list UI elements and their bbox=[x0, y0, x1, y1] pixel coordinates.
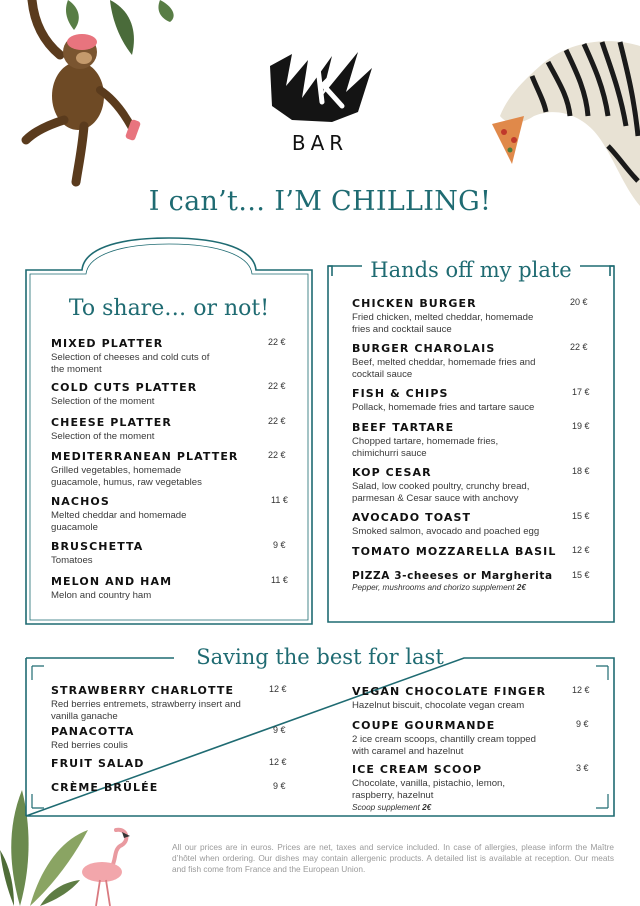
item-description: Red berries entremets, strawberry insert and vanilla ganache bbox=[51, 699, 241, 722]
item-name: KOP CESAR bbox=[352, 466, 432, 479]
item-price: 22 € bbox=[268, 337, 286, 347]
bar-logo bbox=[262, 46, 378, 158]
item-name: PANACOTTA bbox=[51, 725, 135, 738]
item-name: COLD CUTS PLATTER bbox=[51, 381, 198, 394]
item-name: AVOCADO TOAST bbox=[352, 511, 472, 524]
menu-item bbox=[352, 719, 597, 758]
item-name: ICE CREAM SCOOP bbox=[352, 763, 483, 776]
menu-item bbox=[51, 450, 296, 489]
item-description: 2 ice cream scoops, chantilly cream topped with caramel and hazelnut bbox=[352, 734, 536, 757]
item-price: 3 € bbox=[576, 763, 589, 773]
item-price: 9 € bbox=[273, 540, 286, 550]
item-description: Chopped tartare, homemade fries, chimichurri sauce bbox=[352, 436, 499, 459]
item-description: Melted cheddar and homemade guacamole bbox=[51, 510, 187, 533]
item-description: Hazelnut biscuit, chocolate vegan cream bbox=[352, 700, 525, 711]
menu-item bbox=[51, 725, 296, 752]
page-title: I can’t… I’M CHILLING! bbox=[148, 186, 492, 217]
item-price: 22 € bbox=[268, 416, 286, 426]
item-price: 12 € bbox=[269, 684, 287, 694]
item-name: MIXED PLATTER bbox=[51, 337, 164, 350]
item-price: 9 € bbox=[273, 725, 286, 735]
item-name: BURGER CHAROLAIS bbox=[352, 342, 496, 355]
item-name: BRUSCHETTA bbox=[51, 540, 144, 553]
item-supplement: Pepper, mushrooms and chorizo supplement 2€ bbox=[352, 583, 526, 592]
item-description: Selection of cheeses and cold cuts of the moment bbox=[51, 352, 210, 375]
item-description: Selection of the moment bbox=[51, 396, 155, 407]
menu-item bbox=[51, 781, 296, 794]
item-description: Salad, low cooked poultry, crunchy bread, parmesan & Cesar sauce with anchovy bbox=[352, 481, 530, 504]
menu-item bbox=[352, 763, 597, 812]
item-name: FISH & CHIPS bbox=[352, 387, 449, 400]
menu-item bbox=[352, 342, 597, 381]
item-description: Beef, melted cheddar, homemade fries and cocktail sauce bbox=[352, 357, 536, 380]
item-price: 22 € bbox=[268, 381, 286, 391]
item-description: Melon and country ham bbox=[51, 590, 152, 601]
dessert-section-title: Saving the best for last bbox=[196, 645, 444, 669]
item-description: Selection of the moment bbox=[51, 431, 155, 442]
footer-notice: All our prices are in euros. Prices are net, taxes and service included. In case of allergies, please inform the Maître d’hôtel when ordering. Our dishes may contain allergenic products. A detailed list is available at reception. Our meats and fish come from France and the European Union. bbox=[172, 842, 614, 874]
item-name: NACHOS bbox=[51, 495, 110, 508]
monkey-illustration bbox=[20, 0, 145, 190]
item-price: 15 € bbox=[572, 570, 590, 580]
menu-item bbox=[51, 684, 269, 723]
item-price: 19 € bbox=[572, 421, 590, 431]
item-price: 17 € bbox=[572, 387, 590, 397]
item-name: MEDITERRANEAN PLATTER bbox=[51, 450, 239, 463]
item-price: 22 € bbox=[570, 342, 588, 352]
share-section-title: To share… or not! bbox=[68, 296, 270, 321]
item-price: 11 € bbox=[271, 495, 288, 505]
menu-item bbox=[352, 297, 597, 336]
item-price: 15 € bbox=[572, 511, 590, 521]
item-price: 9 € bbox=[273, 781, 286, 791]
menu-item bbox=[51, 337, 296, 376]
item-description: Fried chicken, melted cheddar, homemade fries and cocktail sauce bbox=[352, 312, 534, 335]
flamingo-illustration bbox=[76, 826, 136, 906]
item-name: COUPE GOURMANDE bbox=[352, 719, 496, 732]
logo-text: BAR bbox=[291, 131, 349, 155]
menu-item bbox=[352, 421, 597, 460]
brush-logo-icon bbox=[262, 46, 378, 126]
item-description: Smoked salmon, avocado and poached egg bbox=[352, 526, 540, 537]
menu-item bbox=[51, 540, 296, 567]
menu-item bbox=[51, 495, 296, 534]
item-name: VEGAN CHOCOLATE FINGER bbox=[352, 685, 547, 698]
menu-item bbox=[51, 575, 296, 602]
item-description: Tomatoes bbox=[51, 555, 93, 566]
menu-item bbox=[352, 545, 597, 558]
menu-item bbox=[51, 381, 296, 408]
item-name: CHEESE PLATTER bbox=[51, 416, 172, 429]
menu-item bbox=[352, 685, 597, 712]
item-name: CHICKEN BURGER bbox=[352, 297, 477, 310]
item-price: 9 € bbox=[576, 719, 589, 729]
menu-item bbox=[352, 570, 572, 592]
item-description: Pollack, homemade fries and tartare sauce bbox=[352, 402, 535, 413]
item-name: MELON AND HAM bbox=[51, 575, 173, 588]
plate-section-title: Hands off my plate bbox=[370, 258, 572, 282]
item-price: 18 € bbox=[572, 466, 590, 476]
item-price: 12 € bbox=[572, 545, 590, 555]
menu-item bbox=[51, 416, 296, 443]
item-description: Red berries coulis bbox=[51, 740, 128, 751]
menu-item bbox=[352, 511, 597, 538]
item-name: PIZZA 3-cheeses or Margherita bbox=[352, 570, 553, 582]
item-name: CRÈME BRÛLÉE bbox=[51, 781, 159, 794]
item-name: BEEF TARTARE bbox=[352, 421, 455, 434]
item-supplement: Scoop supplement 2€ bbox=[352, 802, 432, 812]
item-price: 22 € bbox=[268, 450, 286, 460]
item-description: Grilled vegetables, homemade guacamole, humus, raw vegetables bbox=[51, 465, 202, 488]
item-name: STRAWBERRY CHARLOTTE bbox=[51, 684, 235, 697]
item-name: FRUIT SALAD bbox=[51, 757, 145, 770]
item-price: 12 € bbox=[269, 757, 287, 767]
menu-item bbox=[352, 466, 597, 505]
item-description: Chocolate, vanilla, pistachio, lemon, raspberry, hazelnut bbox=[352, 778, 506, 801]
menu-item bbox=[51, 757, 296, 770]
item-name: TOMATO MOZZARELLA BASIL bbox=[352, 545, 557, 558]
item-price: 12 € bbox=[572, 685, 590, 695]
menu-item bbox=[352, 387, 597, 414]
item-price: 11 € bbox=[271, 575, 288, 585]
item-price: 20 € bbox=[570, 297, 588, 307]
